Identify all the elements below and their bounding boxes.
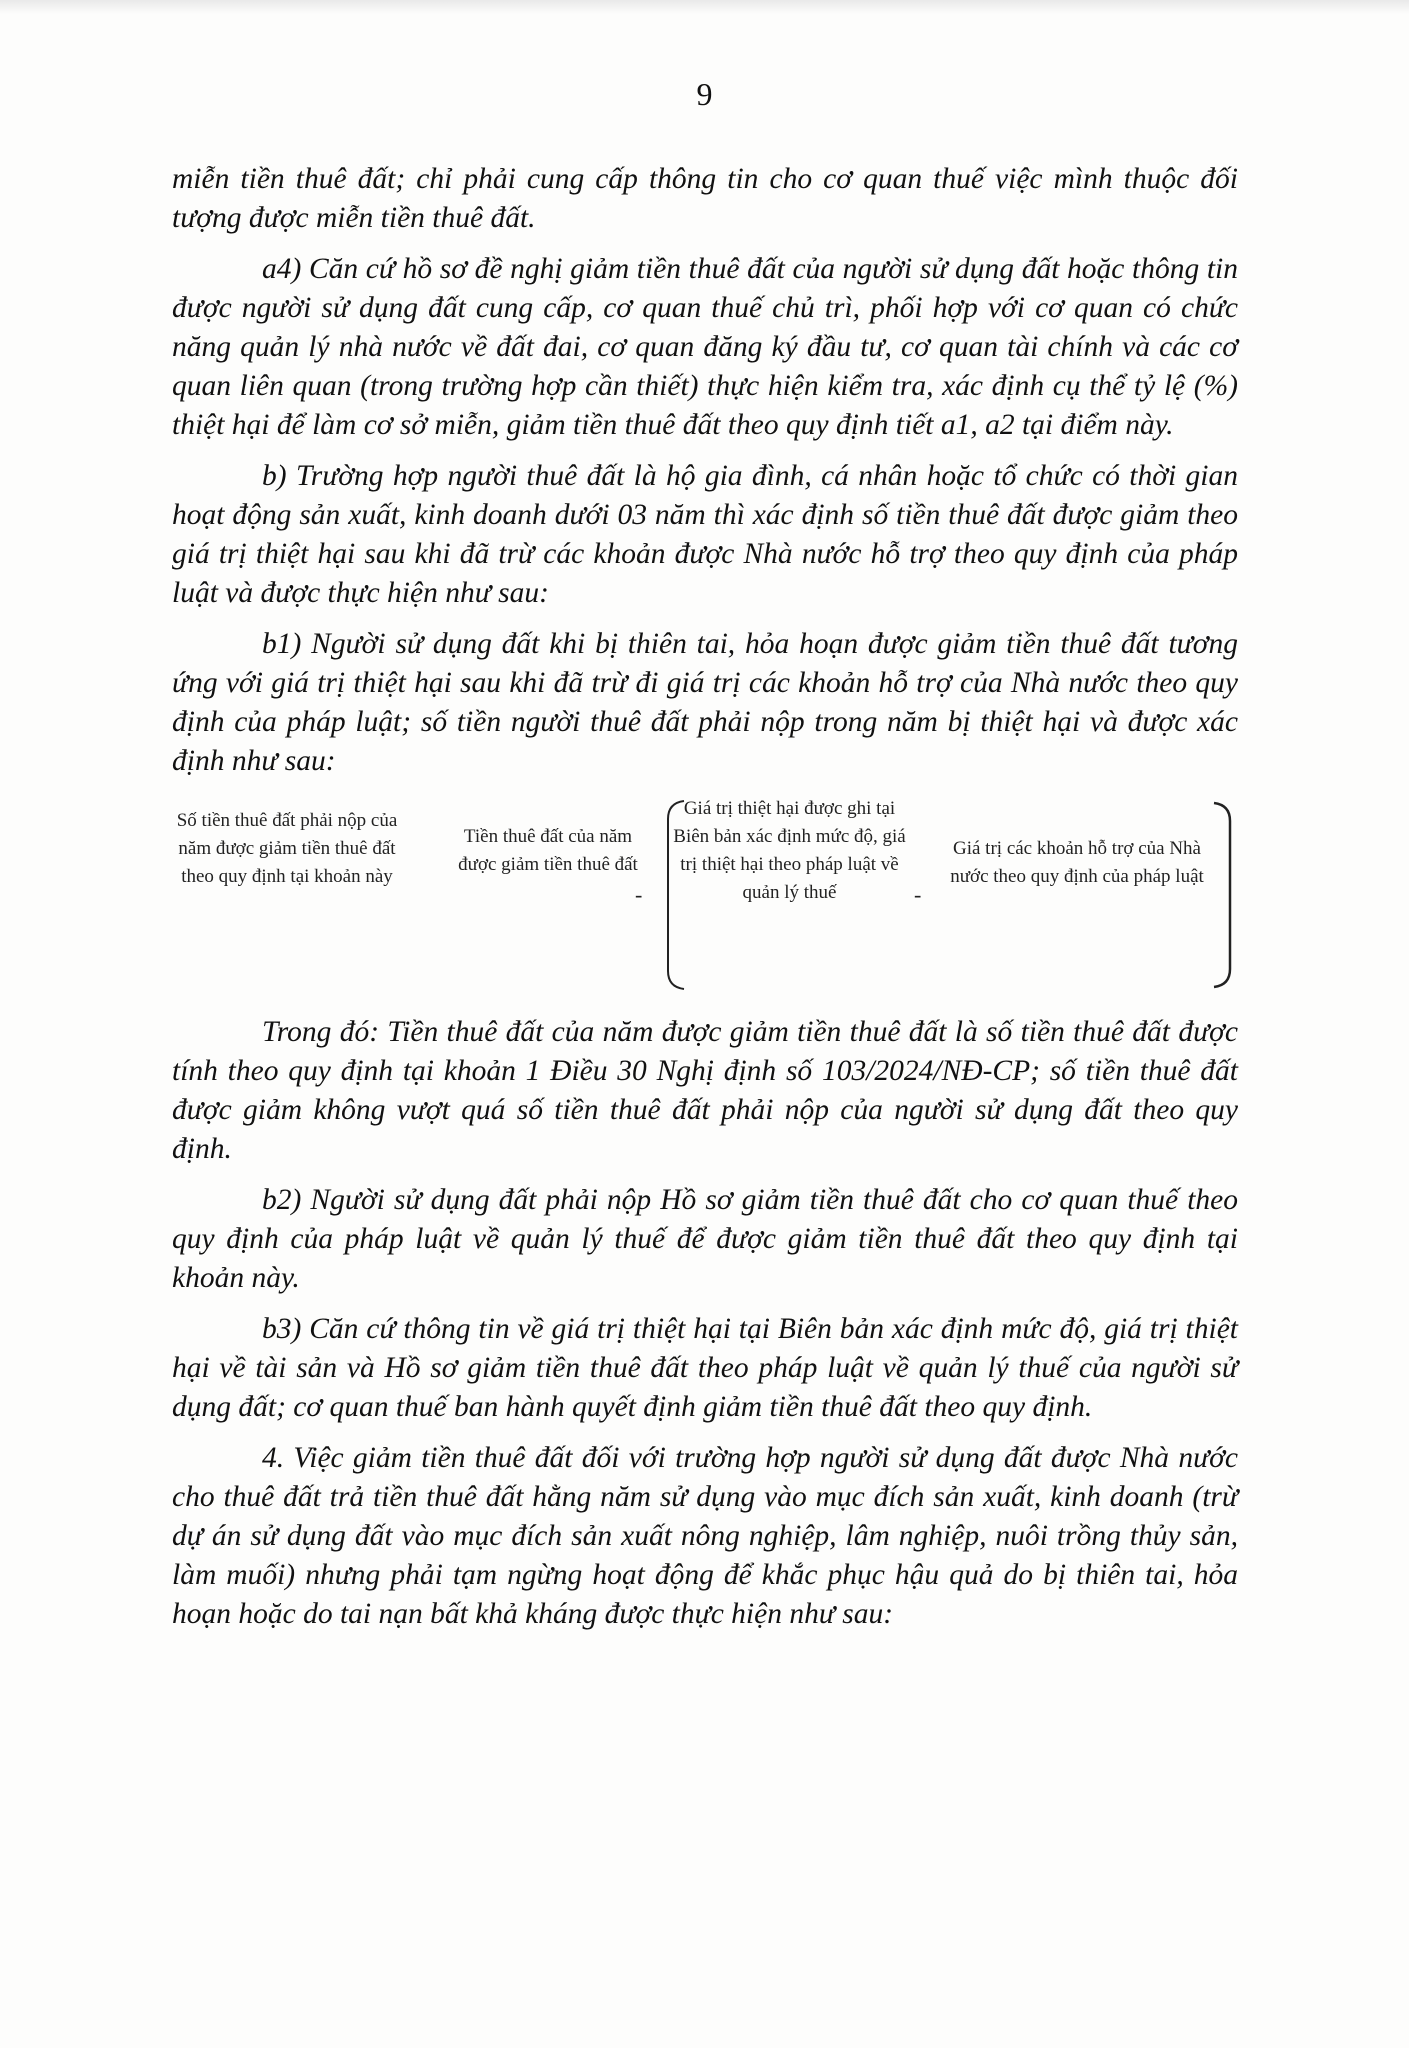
paragraph-4: 4. Việc giảm tiền thuê đất đối với trường hợp người sử dụng đất được Nhà nước cho thuê đất trả tiền thuê đất hằng năm sử dụng vào mục đích sản xuất, kinh doanh (trừ dự án sử dụng đất vào mục đích sản xuất nông nghiệp, lâm nghiệp, nuôi trồng thủy sản, làm muối) nhưng phải tạm ngừng hoạt động để khắc phục hậu quả do bị thiên tai, hỏa hoạn hoặc do tai nạn bất khả kháng được thực hiện như sau:	[172, 1442, 1238, 1630]
formula-minus-1: -	[635, 882, 643, 907]
formula-term-damage: Giá trị thiệt hại được ghi tại Biên bản xác định mức độ, giá trị thiệt hại theo pháp luật về quản lý thuế	[673, 798, 906, 903]
paragraph-a4: a4) Căn cứ hồ sơ đề nghị giảm tiền thuê đất của người sử dụng đất hoặc thông tin được người sử dụng đất cung cấp, cơ quan thuế chủ trì, phối hợp với cơ quan có chức năng quản lý nhà nước về đất đai, cơ quan đăng ký đầu tư, cơ quan tài chính và các cơ quan liên quan (trong trường hợp cần thiết) thực hiện kiểm tra, xác định cụ thể tỷ lệ (%) thiệt hại để làm cơ sở miễn, giảm tiền thuê đất theo quy định tiết a1, a2 tại điểm này.	[172, 253, 1238, 441]
formula-term-support: Giá trị các khoản hỗ trợ của Nhà nước theo quy định của pháp luật	[950, 838, 1204, 887]
paragraph-b1: b1) Người sử dụng đất khi bị thiên tai, hỏa hoạn được giảm tiền thuê đất tương ứng với giá trị thiệt hại sau khi đã trừ đi giá trị các khoản hỗ trợ của Nhà nước theo quy định của pháp luật; số tiền người thuê đất phải nộp trong năm bị thiệt hại và được xác định như sau:	[172, 628, 1238, 777]
scan-top-edge	[0, 0, 1409, 14]
page-number: 9	[696, 76, 713, 112]
paragraph-trong-do: Trong đó: Tiền thuê đất của năm được giảm tiền thuê đất là số tiền thuê đất được tính theo quy định tại khoản 1 Điều 30 Nghị định số 103/2024/NĐ-CP; số tiền thuê đất được giảm không vượt quá số tiền thuê đất phải nộp của người sử dụng đất theo quy định.	[172, 1016, 1238, 1165]
formula-term-payable: Số tiền thuê đất phải nộp của năm được giảm tiền thuê đất theo quy định tại khoản này	[176, 810, 398, 887]
formula-term-rent: Tiền thuê đất của năm được giảm tiền thuê đất	[458, 826, 638, 875]
document-body	[172, 160, 1238, 1646]
formula-bracket-right	[1202, 795, 1238, 995]
paragraph-continuation: miễn tiền thuê đất; chỉ phải cung cấp thông tin cho cơ quan thuế việc mình thuộc đối tượng được miễn tiền thuê đất.	[172, 163, 1238, 234]
paragraph-b3: b3) Căn cứ thông tin về giá trị thiệt hại tại Biên bản xác định mức độ, giá trị thiệt hại về tài sản và Hồ sơ giảm tiền thuê đất theo pháp luật về quản lý thuế của người sử dụng đất; cơ quan thuế ban hành quyết định giảm tiền thuê đất theo quy định.	[172, 1313, 1238, 1423]
paragraph-b: b) Trường hợp người thuê đất là hộ gia đình, cá nhân hoặc tổ chức có thời gian hoạt động sản xuất, kinh doanh dưới 03 năm thì xác định số tiền thuê đất được giảm theo giá trị thiệt hại sau khi đã trừ các khoản được Nhà nước hỗ trợ theo quy định của pháp luật và được thực hiện như sau:	[172, 460, 1238, 609]
formula-minus-2: -	[914, 882, 922, 907]
formula-block	[172, 795, 1238, 995]
paragraph-b2: b2) Người sử dụng đất phải nộp Hồ sơ giảm tiền thuê đất cho cơ quan thuế theo quy định của pháp luật về quản lý thuế để được giảm tiền thuê đất theo quy định tại khoản này.	[172, 1184, 1238, 1294]
